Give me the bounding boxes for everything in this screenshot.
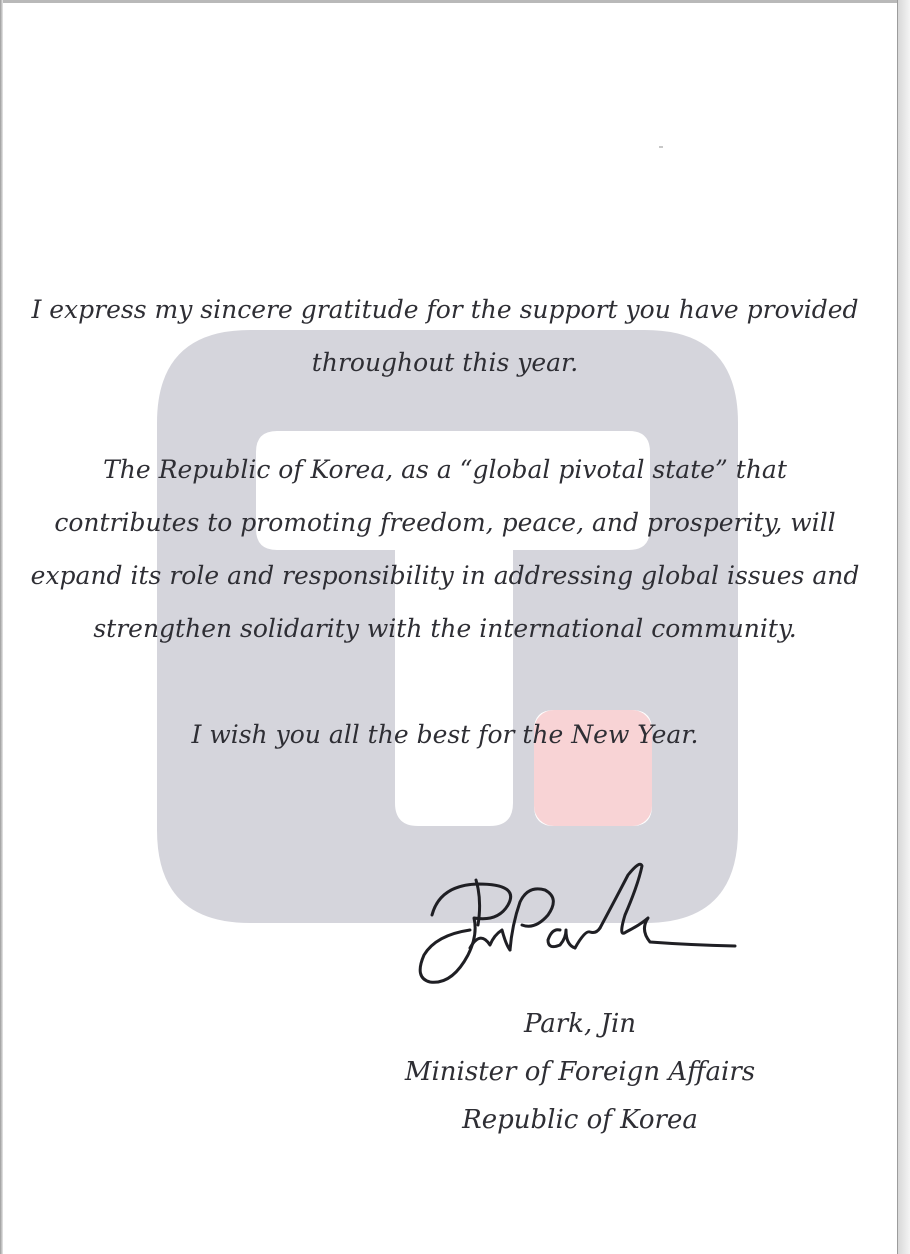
paragraph-gratitude: I express my sincere gratitude for the support you have provided throughout this year.: [31, 295, 859, 377]
signatory-country: Republic of Korea: [462, 1105, 698, 1135]
signatory-block: [380, 1000, 780, 1144]
signatory-name: Park, Jin: [523, 1009, 637, 1039]
paragraph-new-year-wish: I wish you all the best for the New Year.: [191, 720, 699, 749]
paragraph-global-role: The Republic of Korea, as a “global pivotal state” that contributes to promoting freedom, peace, and prosperity, will expand its role and responsibility in addressing global issues and strengthen solidarity with the international community.: [30, 455, 860, 643]
signatory-title: Minister of Foreign Affairs: [404, 1057, 756, 1087]
